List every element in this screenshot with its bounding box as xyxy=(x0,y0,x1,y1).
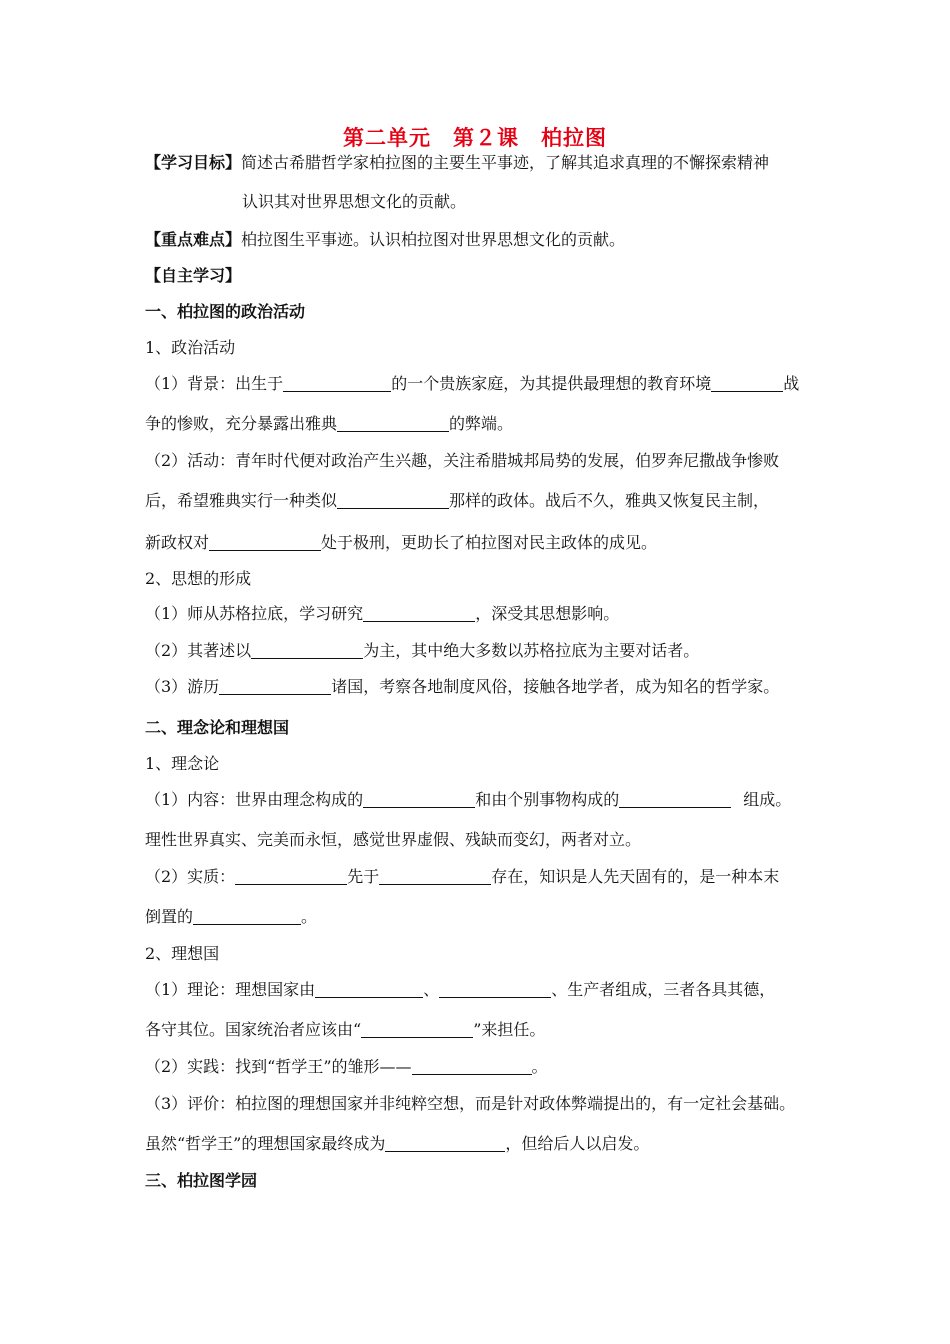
essence-line-1 xyxy=(145,866,779,888)
fill-blank[interactable] xyxy=(361,1021,473,1038)
text-run: （1）理论：理想国家由 xyxy=(145,980,316,999)
content-line-1 xyxy=(145,789,791,811)
fill-blank[interactable] xyxy=(337,492,449,509)
fill-blank[interactable] xyxy=(412,1058,532,1075)
background-line-2 xyxy=(145,413,513,435)
key-points-text: 柏拉图生平事迹。认识柏拉图对世界思想文化的贡献。 xyxy=(241,230,626,249)
fill-blank[interactable] xyxy=(219,678,331,695)
evaluation-line-2 xyxy=(145,1133,649,1155)
self-study-heading: 【自主学习】 xyxy=(145,266,242,285)
fill-blank[interactable] xyxy=(283,375,391,392)
thought-line-3 xyxy=(145,676,779,698)
text-run: 诸国，考察各地制度风俗，接触各地学者，成为知名的哲学家。 xyxy=(331,677,780,696)
section-1-sub-1: 1、政治活动 xyxy=(145,338,236,357)
text-run: 、 xyxy=(423,980,440,999)
section-1-heading: 一、柏拉图的政治活动 xyxy=(145,302,306,321)
fill-blank[interactable] xyxy=(439,981,551,998)
text-run: （1）背景：出生于 xyxy=(145,374,284,393)
text-run: 和由个别事物构成的 xyxy=(475,790,620,809)
text-run: （1）师从苏格拉底，学习研究 xyxy=(145,604,364,623)
text-run: ，但给后人以启发。 xyxy=(505,1134,650,1153)
practice-line xyxy=(145,1056,548,1078)
fill-blank[interactable] xyxy=(193,908,301,925)
text-run: （2）实践：找到“哲学王”的雏形—— xyxy=(145,1057,412,1076)
fill-blank[interactable] xyxy=(363,791,475,808)
background-line-1 xyxy=(145,373,799,395)
theory-line-2 xyxy=(145,1019,545,1041)
fill-blank[interactable] xyxy=(711,375,783,392)
objectives-line-1 xyxy=(145,152,769,174)
text-run: （1）内容：世界由理念构成的 xyxy=(145,790,364,809)
section-2-sub-2: 2、理想国 xyxy=(145,944,220,963)
text-run: 组成。 xyxy=(743,790,792,809)
essence-line-2 xyxy=(145,906,317,928)
text-run: 存在，知识是人先天固有的，是一种本末 xyxy=(491,867,780,886)
text-run: ”来担任。 xyxy=(473,1020,546,1039)
text-run: 处于极刑，更助长了柏拉图对民主政体的成见。 xyxy=(321,533,658,552)
text-run: 新政权对 xyxy=(145,533,210,552)
fill-blank[interactable] xyxy=(235,868,347,885)
thought-line-1 xyxy=(145,603,619,625)
content-line-2: 理性世界真实、完美而永恒，感觉世界虚假、残缺而变幻，两者对立。 xyxy=(145,830,642,849)
text-run: （2）实质： xyxy=(145,867,236,886)
fill-blank[interactable] xyxy=(619,791,731,808)
section-1-sub-2: 2、思想的形成 xyxy=(145,569,252,588)
fill-blank[interactable] xyxy=(209,534,321,551)
text-run: 。 xyxy=(531,1057,548,1076)
text-run: 那样的政体。战后不久，雅典又恢复民主制， xyxy=(449,491,770,510)
text-run: 先于 xyxy=(347,867,380,886)
section-3-heading: 三、柏拉图学园 xyxy=(145,1171,258,1190)
thought-line-2 xyxy=(145,640,699,662)
text-run: 倒置的 xyxy=(145,907,194,926)
objectives-line-2: 认识其对世界思想文化的贡献。 xyxy=(242,192,467,211)
objectives-text-1: 简述古希腊哲学家柏拉图的主要生平事迹，了解其追求真理的不懈探索精神 xyxy=(241,153,770,172)
text-run: 的弊端。 xyxy=(449,414,514,433)
text-run: （2）其著述以 xyxy=(145,641,252,660)
fill-blank[interactable] xyxy=(363,605,475,622)
text-run: 、生产者组成，三者各具其德， xyxy=(551,980,776,999)
activity-line-1: （2）活动：青年时代便对政治产生兴趣，关注希腊城邦局势的发展，伯罗奔尼撒战争惨败 xyxy=(145,451,780,470)
section-2-sub-1: 1、理念论 xyxy=(145,754,220,773)
evaluation-line-1: （3）评价：柏拉图的理想国家并非纯粹空想，而是针对政体弊端提出的，有一定社会基础。 xyxy=(145,1094,796,1113)
activity-line-2 xyxy=(145,490,769,512)
fill-blank[interactable] xyxy=(379,868,491,885)
fill-blank[interactable] xyxy=(337,415,449,432)
key-points-line xyxy=(145,229,625,251)
objectives-label: 【学习目标】 xyxy=(145,153,242,172)
key-points-label: 【重点难点】 xyxy=(145,230,242,249)
text-run: 的一个贵族家庭，为其提供最理想的教育环境 xyxy=(391,374,712,393)
fill-blank[interactable] xyxy=(385,1135,505,1152)
text-run: 战 xyxy=(783,374,800,393)
theory-line-1 xyxy=(145,979,775,1001)
activity-line-3 xyxy=(145,532,657,554)
text-run: 为主，其中绝大多数以苏格拉底为主要对话者。 xyxy=(363,641,700,660)
fill-blank[interactable] xyxy=(251,642,363,659)
text-run: （3）游历 xyxy=(145,677,220,696)
text-run: 。 xyxy=(301,907,318,926)
text-run: 各守其位。国家统治者应该由“ xyxy=(145,1020,362,1039)
text-run: ，深受其思想影响。 xyxy=(475,604,620,623)
text-run: 后，希望雅典实行一种类似 xyxy=(145,491,338,510)
fill-blank[interactable] xyxy=(315,981,423,998)
text-run: 虽然“哲学王”的理想国家最终成为 xyxy=(145,1134,386,1153)
section-2-heading: 二、理念论和理想国 xyxy=(145,718,290,737)
text-run: 争的惨败，充分暴露出雅典 xyxy=(145,414,338,433)
page-title: 第二单元 第２课 柏拉图 xyxy=(343,126,607,150)
